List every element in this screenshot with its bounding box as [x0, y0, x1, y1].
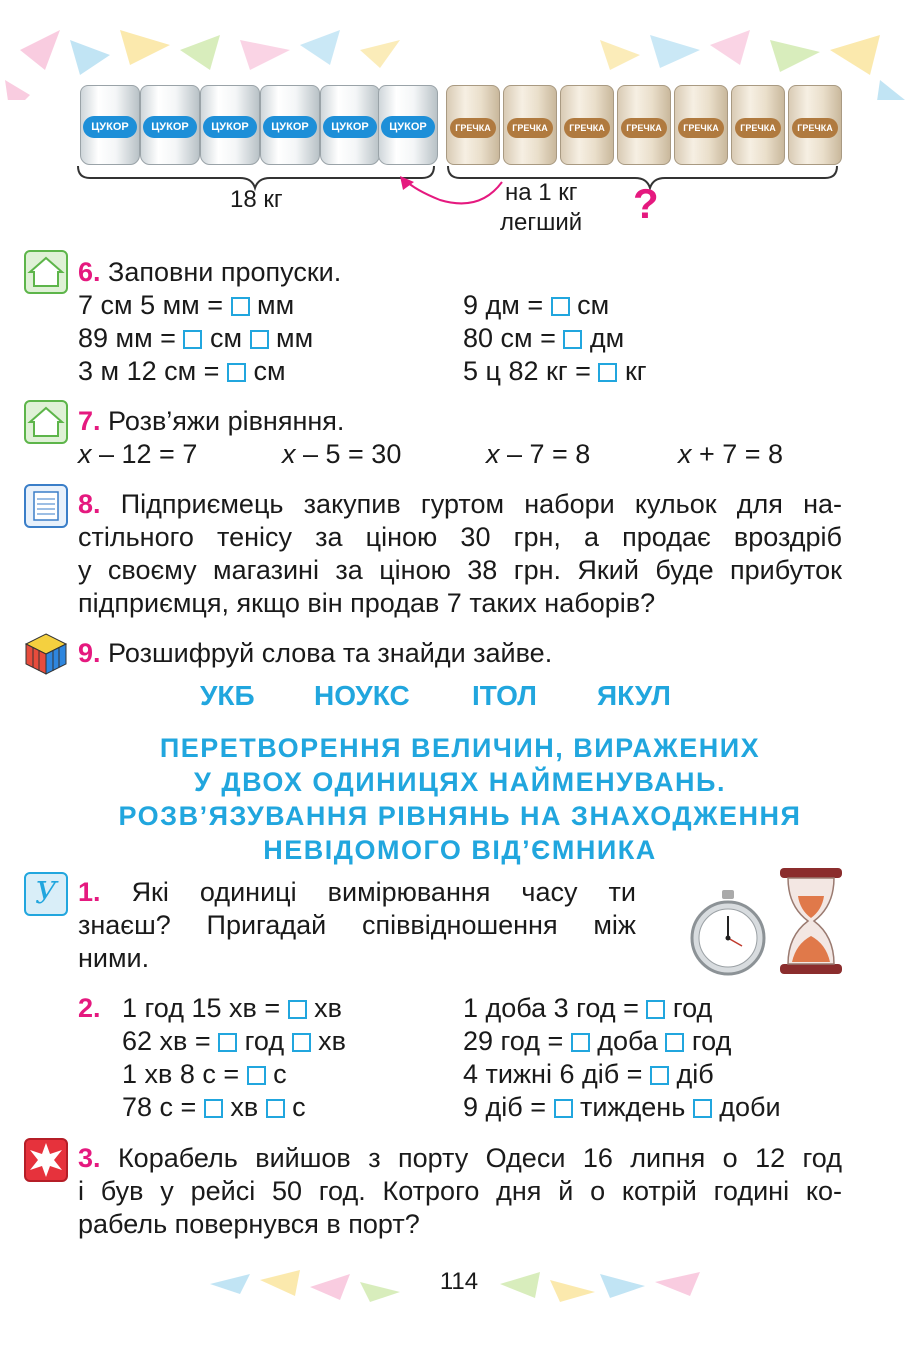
difference-label-line1: на 1 кг [505, 179, 578, 206]
answer-box[interactable] [650, 1066, 669, 1085]
buckwheat-jar: ГРЕЧКА [674, 85, 728, 165]
home-icon [24, 400, 68, 444]
answer-box[interactable] [665, 1033, 684, 1052]
s2-left-row-4: 78 с = хв с [122, 1092, 306, 1122]
rubik-cube-icon [24, 632, 68, 676]
answer-box[interactable] [266, 1099, 285, 1118]
ex6-right-row-2: 80 см = дм [463, 323, 625, 353]
ex6-right-row-1: 9 дм = см [463, 290, 610, 320]
ex7-title: Розв’яжи рівняння. [108, 406, 345, 436]
buckwheat-jar: ГРЕЧКА [788, 85, 842, 165]
ex7-number: 7. [78, 406, 101, 436]
answer-box[interactable] [551, 297, 570, 316]
ex6-left-row-2: 89 мм = см мм [78, 323, 314, 353]
sugar-bag: ЦУКОР [320, 85, 380, 165]
sugar-bag: ЦУКОР [378, 85, 438, 165]
answer-box[interactable] [250, 330, 269, 349]
question-mark: ? [633, 180, 659, 227]
ex8-text: 8. Підприємець закупив гуртом набори кульок для на- стільного тенісу за ціною 30 грн, а продає вроздріб у своєму магазині за ціною 38 грн. Який буде прибуток підприємця, якщо він продав 7 таких наборів? [78, 489, 842, 618]
s1-text: 1. Які одиниці вимірювання часу ти знаєш? Пригадай співвідношення між ними. [78, 877, 636, 973]
buckwheat-jar: ГРЕЧКА [560, 85, 614, 165]
answer-box[interactable] [288, 1000, 307, 1019]
answer-box[interactable] [646, 1000, 665, 1019]
ex6-left-row-3: 3 м 12 см = см [78, 356, 286, 386]
cipher-word: УКБ [200, 680, 255, 711]
answer-box[interactable] [292, 1033, 311, 1052]
answer-box[interactable] [231, 297, 250, 316]
ex9-title: Розшифруй слова та знайди зайве. [108, 638, 553, 668]
answer-box[interactable] [563, 330, 582, 349]
answer-box[interactable] [204, 1099, 223, 1118]
cipher-word: НОУКС [314, 680, 410, 711]
s2-left-row-1: 1 год 15 хв = хв [122, 993, 342, 1023]
ex9-title-row [78, 637, 552, 670]
s3-text: 3. Корабель вийшов з порту Одеси 16 липня о 12 год і був у рейсі 50 год. Котрого дня й о котрій годині ко- рабель повернувся в порт? [78, 1143, 842, 1239]
answer-box[interactable] [554, 1099, 573, 1118]
ex7-title-row [78, 405, 344, 438]
cipher-word: ЯКУЛ [597, 680, 671, 711]
answer-box[interactable] [227, 363, 246, 382]
oral-task-icon: У [24, 872, 68, 916]
ex6-title-row [78, 256, 341, 289]
ex9-number: 9. [78, 638, 101, 668]
buckwheat-jar: ГРЕЧКА [446, 85, 500, 165]
equation: x + 7 = 8 [678, 439, 784, 469]
buckwheat-jar: ГРЕЧКА [617, 85, 671, 165]
ex6-title: Заповни пропуски. [108, 257, 342, 287]
difference-label-line2: легший [500, 209, 583, 236]
s2-left-row-3: 1 хв 8 с = с [122, 1059, 287, 1089]
buckwheat-jar: ГРЕЧКА [731, 85, 785, 165]
page-number: 114 [439, 1268, 479, 1295]
sugar-bag: ЦУКОР [140, 85, 200, 165]
s2-number: 2. [78, 993, 101, 1023]
stopwatch-icon [686, 888, 770, 978]
s2-right-row-1: 1 доба 3 год = год [463, 993, 713, 1023]
answer-box[interactable] [693, 1099, 712, 1118]
answer-box[interactable] [571, 1033, 590, 1052]
sugar-weight-label: 18 кг [230, 186, 283, 213]
answer-box[interactable] [183, 330, 202, 349]
cipher-word: ІТОЛ [472, 680, 537, 711]
sugar-bag: ЦУКОР [260, 85, 320, 165]
equation: x – 12 = 7 [78, 439, 198, 469]
answer-box[interactable] [218, 1033, 237, 1052]
sugar-bag: ЦУКОР [80, 85, 140, 165]
s2-right-row-4: 9 діб = тиждень доби [463, 1092, 781, 1122]
ex6-number: 6. [78, 257, 101, 287]
answer-box[interactable] [247, 1066, 266, 1085]
s2-left-row-2: 62 хв = год хв [122, 1026, 346, 1056]
equation: x – 5 = 30 [282, 439, 402, 469]
answer-box[interactable] [598, 363, 617, 382]
hourglass-icon [778, 866, 844, 976]
equation: x – 7 = 8 [486, 439, 591, 469]
sugar-bag: ЦУКОР [200, 85, 260, 165]
section-heading: ПЕРЕТВОРЕННЯ ВЕЛИЧИН, ВИРАЖЕНИХ У ДВОХ ОДИНИЦЯХ НАЙМЕНУВАНЬ. РОЗВ’ЯЗУВАННЯ РІВНЯНЬ НА ЗНАХОДЖЕННЯ НЕВІДОМОГО ВІД’ЄМНИКА [118, 733, 802, 865]
s2-right-row-2: 29 год = доба год [463, 1026, 732, 1056]
ex6-right-row-3: 5 ц 82 кг = кг [463, 356, 647, 386]
s2-right-row-3: 4 тижні 6 діб = діб [463, 1059, 714, 1089]
notebook-icon [24, 484, 68, 528]
brace-diagram [70, 160, 850, 220]
star-burst-icon [24, 1138, 68, 1182]
buckwheat-jar: ГРЕЧКА [503, 85, 557, 165]
home-icon [24, 250, 68, 294]
ex6-left-row-1: 7 см 5 мм = мм [78, 290, 295, 320]
